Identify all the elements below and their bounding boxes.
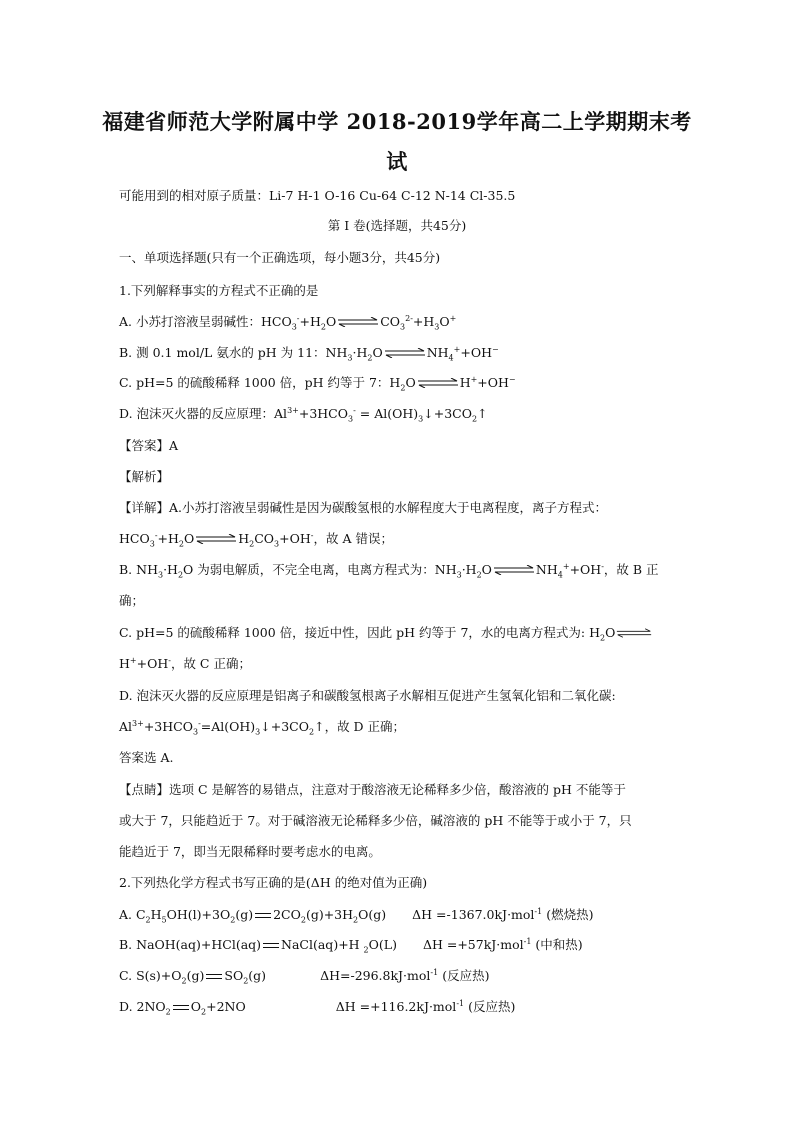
q1-detail-c-cont: H++OH-，故 C 正确； <box>119 655 251 671</box>
equilibrium-arrow-icon <box>384 345 426 363</box>
q1-analysis-heading: 【解析】 <box>119 469 170 484</box>
equilibrium-arrow-icon <box>195 531 237 549</box>
equilibrium-arrow-icon <box>337 314 379 332</box>
part-title: 第 Ⅰ 卷(选择题，共45分) <box>327 218 467 233</box>
equals-sign-icon <box>263 941 279 951</box>
q1-stem: 1.下列解释事实的方程式不正确的是 <box>119 283 319 298</box>
exam-title-line2: 试 <box>386 149 408 174</box>
equilibrium-arrow-icon <box>493 562 535 580</box>
q1-option-c: C. pH=5 的硫酸稀释 1000 倍，pH 约等于 7：$H_2O$ H++OH− <box>119 374 516 393</box>
q1-point-line1: 【点睛】选项 C 是解答的易错点，注意对于酸溶液无论稀释多少倍，酸溶液的 pH 不能等于 <box>119 782 626 797</box>
equilibrium-arrow-icon <box>616 625 652 643</box>
q2-option-a: A. $C_2H_5OH(l)+3O_2(g)$ $2CO_2(g)+3H_2O(g)$ ΔH =-1367.0kJ·mol$^{-1}$ (燃烧热) <box>119 906 594 925</box>
q1-point-line3: 能趋近于 7，即当无限稀释时要考虑水的电离。 <box>119 844 381 859</box>
equals-sign-icon <box>206 972 222 982</box>
q1-option-a: A. 小苏打溶液呈弱碱性：$HCO_3^-+H_2O$ $CO_3^{2-}+H_3O^+$ <box>119 313 457 332</box>
equals-sign-icon <box>173 1003 189 1013</box>
q2-option-b: B. NaOH(aq)+HCl(aq) NaCl(aq)+H $_2$O(L) ΔH =+57kJ·mol$^{-1}$ (中和热) <box>119 936 583 955</box>
q1-detail-d-equation: $Al^{3+}+3HCO_3^-=Al(OH)_3↓+3CO_2↑$，故 D 正确； <box>119 718 406 737</box>
q2-option-c: C. $S(s)+O_2(g)$ $SO_2(g)$ ΔH=-296.8kJ·mol$^{-1}$ (反应热) <box>119 967 490 986</box>
equilibrium-arrow-icon <box>417 375 459 393</box>
q1-detail-a-equation: $HCO_3^-+H_2O$ $H_2CO_3+OH^-$，故 A 错误； <box>119 530 393 549</box>
q1-answer: 【答案】A <box>119 438 179 453</box>
q1-choose: 答案选 A. <box>119 750 174 765</box>
q1-detail-a: 【详解】A.小苏打溶液呈弱碱性是因为碳酸氢根的水解程度大于电离程度，离子方程式： <box>119 500 608 515</box>
section-heading: 一、单项选择题(只有一个正确选项，每小题3分，共45分) <box>119 250 441 265</box>
atomic-mass-line: 可能用到的相对原子质量：Li-7 H-1 O-16 Cu-64 C-12 N-14 Cl-35.5 <box>119 188 516 203</box>
q1-detail-d: D. 泡沫灭火器的反应原理是铝离子和碳酸氢根离子水解相互促进产生氢氧化铝和二氧化碳: <box>119 688 616 703</box>
q1-option-b: B. 测 0.1 mol/L 氨水的 pH 为 11：$NH_3\cdot H_2O$ $NH_4^++OH^-$ <box>119 344 499 363</box>
q2-option-d: D. $2NO_2$ $O_2+2NO$ ΔH =+116.2kJ·mol$^{-1}$ (反应热) <box>119 998 516 1017</box>
q1-option-d: D. 泡沫灭火器的反应原理：$Al^{3+}+3HCO_3^-$ = $Al(OH)_3↓+3CO_2↑$ <box>119 405 488 424</box>
q1-detail-c: C. pH=5 的硫酸稀释 1000 倍，接近中性，因此 pH 约等于 7，水的电离方程式为: $H_2O$ <box>119 624 679 643</box>
q2-stem: 2.下列热化学方程式书写正确的是(ΔH 的绝对值为正确) <box>119 875 428 890</box>
exam-title-line1: 福建省师范大学附属中学 2018-2019学年高二上学期期末考 <box>102 109 692 134</box>
q1-detail-b-cont: 确； <box>119 593 145 608</box>
equals-sign-icon <box>255 911 271 921</box>
q1-detail-b: B. $NH_3\cdot H_2O$ 为弱电解质，不完全电离，电离方程式为：$NH_3\cdot H_2O$ $NH_4^++OH^-$，故 B 正 <box>119 561 659 580</box>
q1-point-line2: 或大于 7，只能趋近于 7。对于碱溶液无论稀释多少倍，碱溶液的 pH 不能等于或小于 7，只 <box>119 813 632 828</box>
